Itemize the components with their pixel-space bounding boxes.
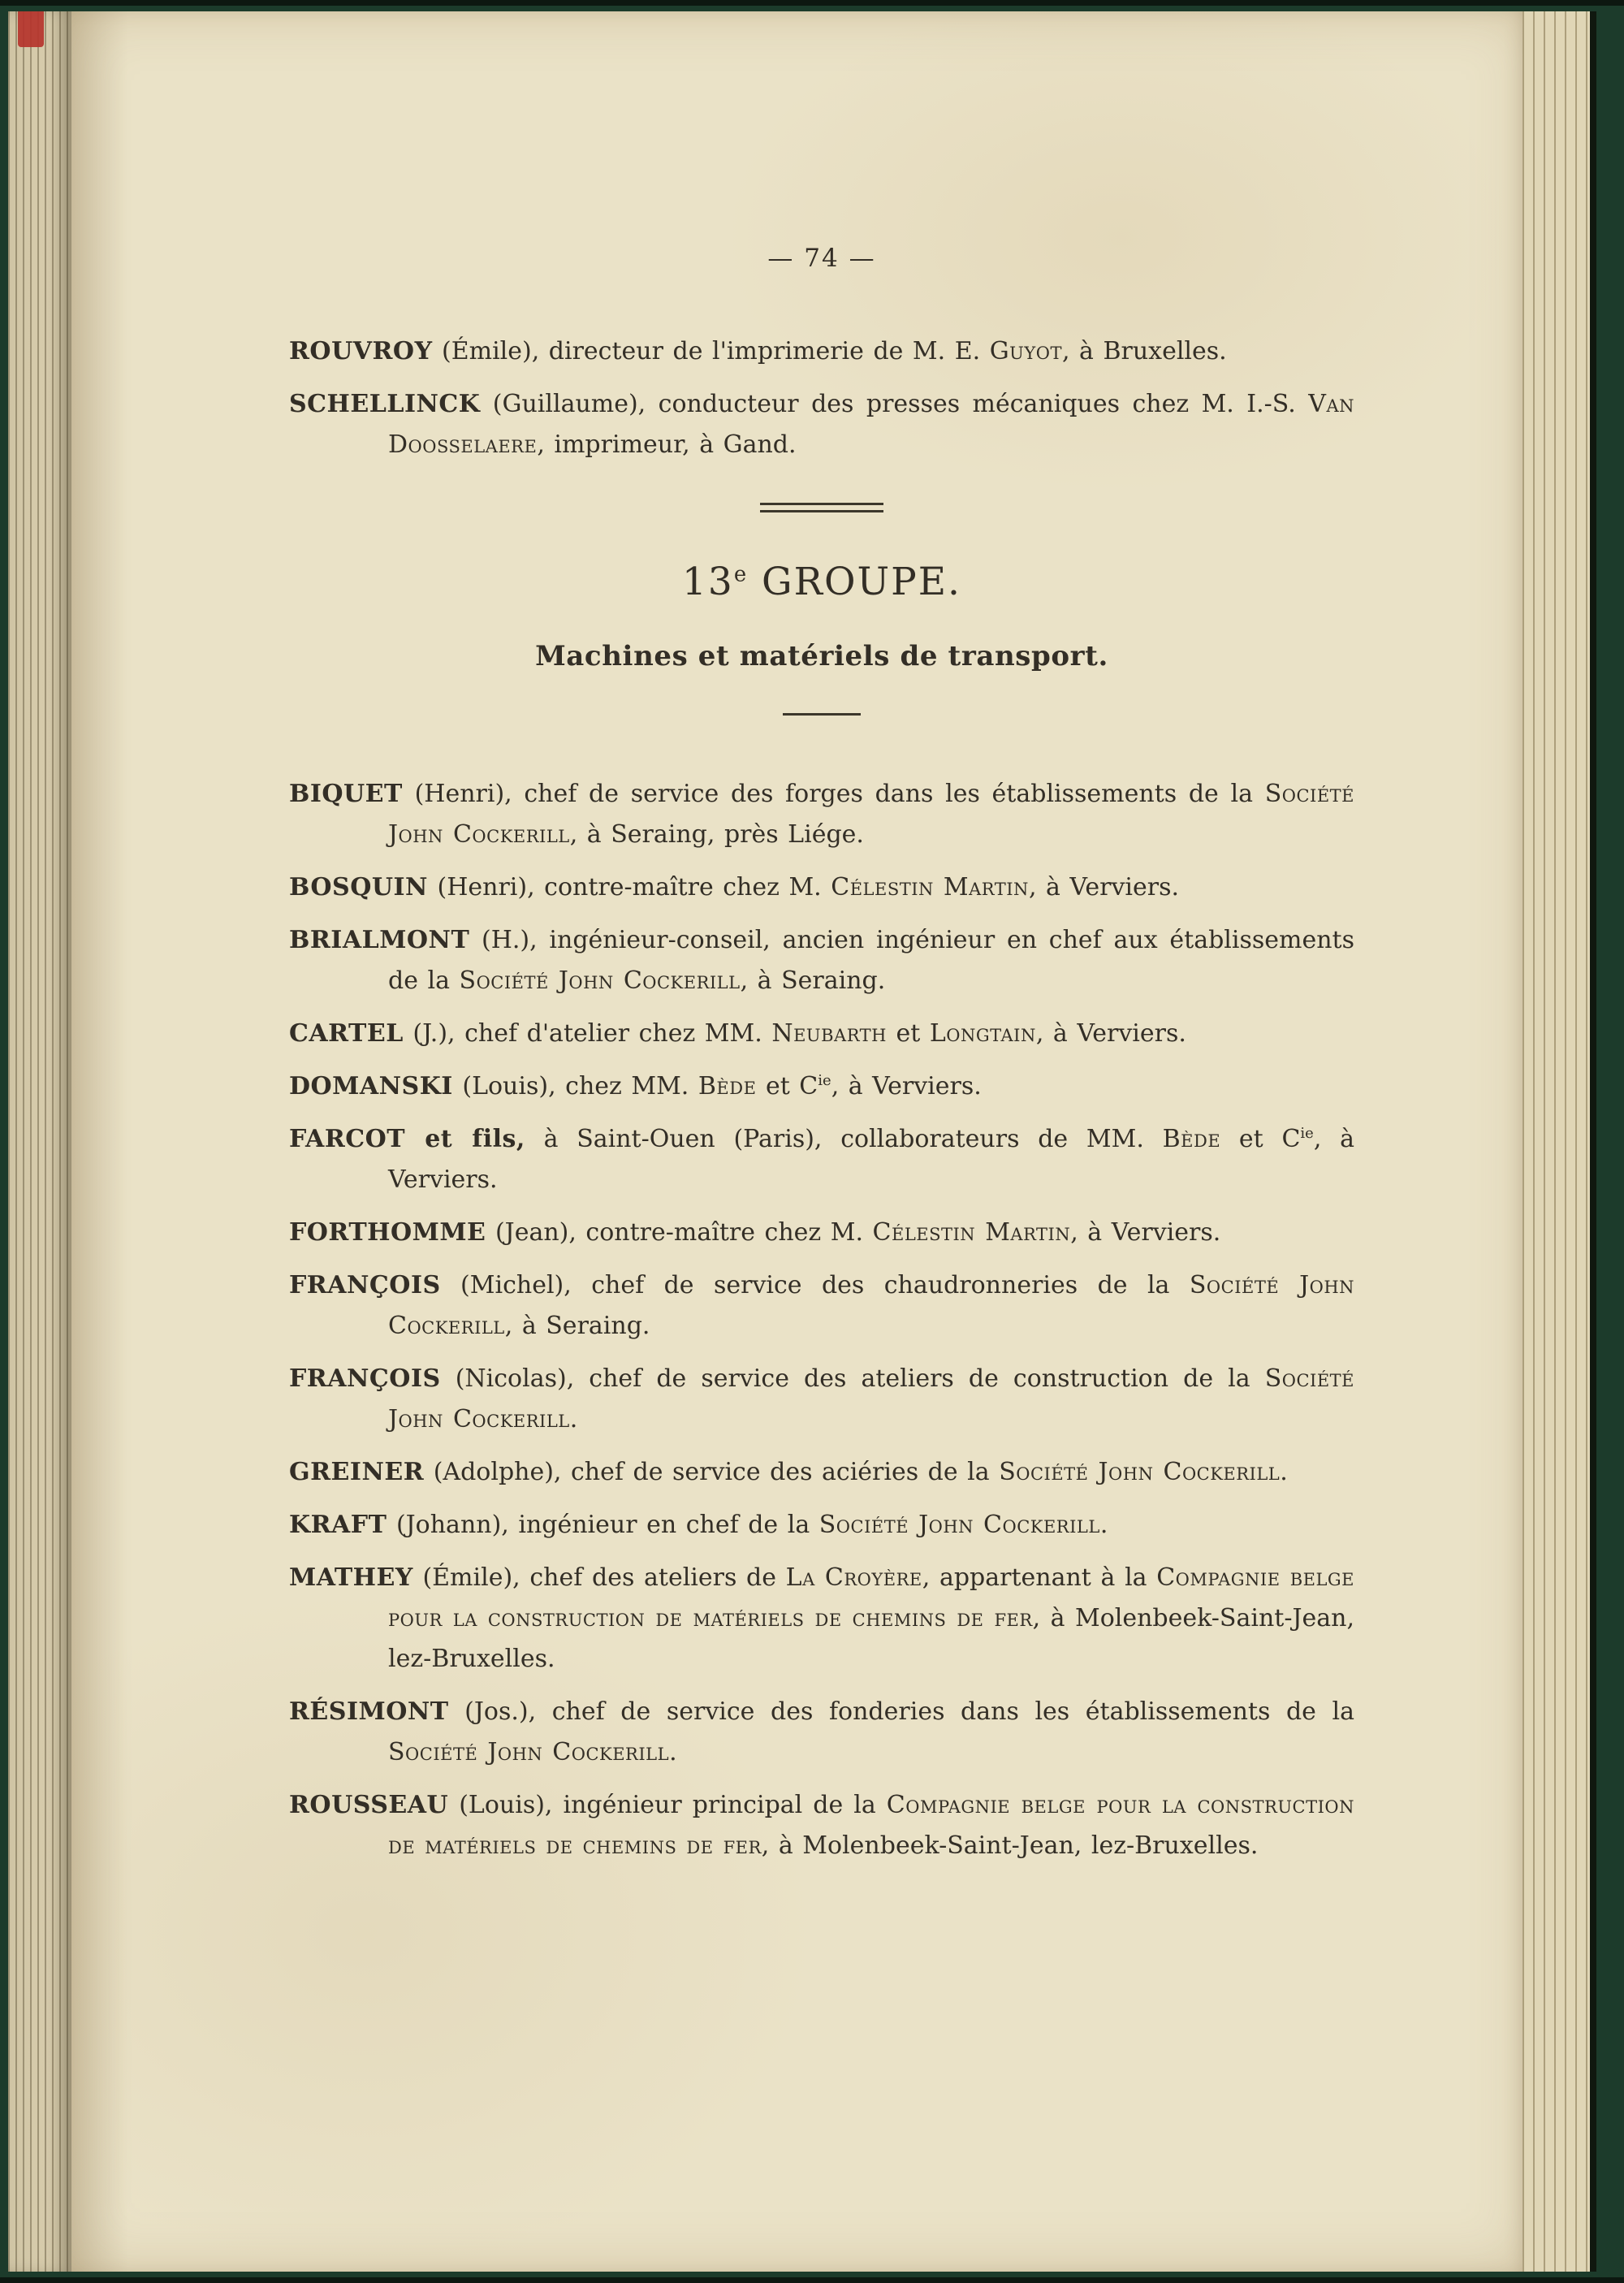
entry-text: (Adolphe), chef de service des aciéries de la Société John Cockerill. [424, 1458, 1288, 1486]
entry-text: (Émile), directeur de l'imprimerie de M. E. Guyot, à Bruxelles. [432, 337, 1227, 365]
entry-text: (J.), chef d'atelier chez MM. Neubarth et Longtain, à Verviers. [403, 1019, 1186, 1048]
entry-text: (Louis), chez MM. Bède et $C^{ie}$, à Verviers. [452, 1072, 982, 1100]
directory-entry [289, 1505, 1354, 1546]
entry-text: à Saint-Ouen (Paris), collaborateurs de MM. Bède et $C^{ie}$, à Verviers. [388, 1125, 1354, 1194]
directory-entry [289, 1066, 1354, 1107]
entry-name: BOSQUIN [289, 873, 428, 902]
entry-name: FARCOT et fils, [289, 1125, 525, 1153]
entry-name: FRANÇOIS [289, 1271, 441, 1299]
section-divider-double-rule [760, 503, 883, 512]
directory-entry [289, 1452, 1354, 1493]
entry-text: (H.), ingénieur-conseil, ancien ingénieur en chef aux établissements de la Société John Cockerill, à Seraing. [388, 926, 1354, 995]
page-content [289, 244, 1354, 1879]
group-subtitle: Machines et matériels de transport. [535, 640, 1108, 672]
entry-name: ROUVROY [289, 337, 433, 365]
subtitle-divider-rule [783, 713, 861, 716]
entry-text: (Johann), ingénieur en chef de la Société John Cockerill. [387, 1511, 1108, 1539]
directory-entry [289, 1213, 1354, 1253]
entry-name: CARTEL [289, 1019, 404, 1048]
ordinal-suffix: e [733, 562, 749, 587]
group-title-rest: GROUPE. [748, 560, 961, 604]
group-number: 13 [682, 560, 734, 604]
entry-name: ROUSSEAU [289, 1791, 449, 1819]
book-binding-edge [8, 11, 71, 2272]
directory-entry [289, 1014, 1354, 1054]
directory-entry [289, 920, 1354, 1001]
directory-entry [289, 1785, 1354, 1866]
directory-entry [289, 774, 1354, 855]
entry-text: (Émile), chef des ateliers de La Croyère, appartenant à la Compagnie belge pour la construction de matériels de chemins de fer, à Molenbeek-Saint-Jean, lez-Bruxelles. [388, 1563, 1355, 1673]
directory-entry [289, 1692, 1354, 1773]
entry-text: (Henri), contre-maître chez M. Célestin Martin, à Verviers. [427, 873, 1180, 902]
directory-entry [289, 384, 1354, 465]
red-ink-mark [18, 11, 44, 47]
entry-name: FRANÇOIS [289, 1364, 441, 1393]
entry-name: BRIALMONT [289, 926, 470, 954]
directory-entry [289, 867, 1354, 908]
entry-text: (Michel), chef de service des chaudronneries de la Société John Cockerill, à Seraing. [388, 1271, 1355, 1340]
group-heading [289, 560, 1354, 604]
book-cover-bottom-edge [0, 2277, 1624, 2283]
entry-text: (Jean), contre-maître chez M. Célestin Martin, à Verviers. [486, 1218, 1221, 1247]
entry-name: DOMANSKI [289, 1072, 453, 1100]
page-number: — 74 — [767, 244, 876, 273]
entry-text: (Nicolas), chef de service des ateliers de construction de la Société John Cockerill. [388, 1364, 1354, 1433]
directory-entry [289, 1558, 1354, 1680]
entry-text: (Louis), ingénieur principal de la Compagnie belge pour la construction de matériels de chemins de fer, à Molenbeek-Saint-Jean, lez-Bruxelles. [388, 1791, 1354, 1860]
directory-entry [289, 331, 1354, 372]
scanned-page [71, 11, 1529, 2272]
entry-name: RÉSIMONT [289, 1697, 449, 1726]
entry-text: (Guillaume), conducteur des presses mécaniques chez M. I.-S. Van Doosselaere, imprimeur, à Gand. [388, 390, 1354, 459]
entry-text: (Henri), chef de service des forges dans les établissements de la Société John Cockerill, à Seraing, près Liége. [388, 780, 1354, 849]
directory-entry [289, 1359, 1354, 1440]
entry-name: GREINER [289, 1458, 425, 1486]
entry-name: SCHELLINCK [289, 390, 481, 418]
previous-group-entries [289, 331, 1354, 465]
book-cover-top-edge [0, 0, 1624, 6]
entry-text: (Jos.), chef de service des fonderies dans les établissements de la Société John Cockerill. [388, 1697, 1354, 1766]
group-entries-list [289, 774, 1354, 1866]
entry-name: MATHEY [289, 1563, 413, 1592]
entry-name: KRAFT [289, 1511, 387, 1539]
entry-name: FORTHOMME [289, 1218, 486, 1247]
directory-entry [289, 1119, 1354, 1200]
entry-name: BIQUET [289, 780, 403, 808]
page-fore-edge [1522, 11, 1596, 2272]
directory-entry [289, 1265, 1354, 1347]
